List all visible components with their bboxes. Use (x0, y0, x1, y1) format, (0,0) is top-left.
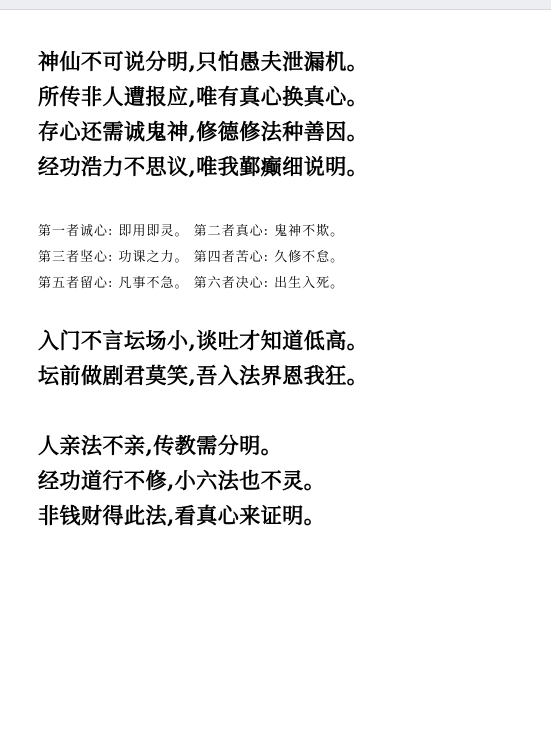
verse-line: 非钱财得此法,看真心来证明。 (38, 503, 326, 528)
document-body (38, 44, 538, 533)
verse-line: 入门不言坛场小,谈吐才知道低高。 (38, 328, 369, 353)
verse-line: 人亲法不亲,传教需分明。 (38, 433, 283, 458)
verse-line: 存心还需诚鬼神,修德修法种善因。 (38, 119, 369, 144)
window-top-bar (0, 0, 551, 10)
verse-line: 神仙不可说分明,只怕愚夫泄漏机。 (38, 49, 369, 74)
heart-line: 第五者留心: 凡事不急。 第六者决心: 出生入死。 (38, 276, 345, 291)
verse-line: 经功浩力不思议,唯我鄞癫细说明。 (38, 154, 369, 179)
six-hearts-list (38, 219, 538, 297)
verse-line: 坛前做剧君莫笑,吾入法界恩我狂。 (38, 363, 369, 388)
verse-line: 所传非人遭报应,唯有真心换真心。 (38, 84, 369, 109)
verse-stanza-1 (38, 44, 538, 184)
heart-line: 第三者坚心: 功课之力。 第四者苦心: 久修不怠。 (38, 250, 345, 265)
verse-line: 经功道行不修,小六法也不灵。 (38, 468, 326, 493)
verse-stanza-3 (38, 323, 538, 393)
verse-stanza-4 (38, 428, 538, 533)
heart-line: 第一者诚心: 即用即灵。 第二者真心: 鬼神不欺。 (38, 224, 345, 239)
